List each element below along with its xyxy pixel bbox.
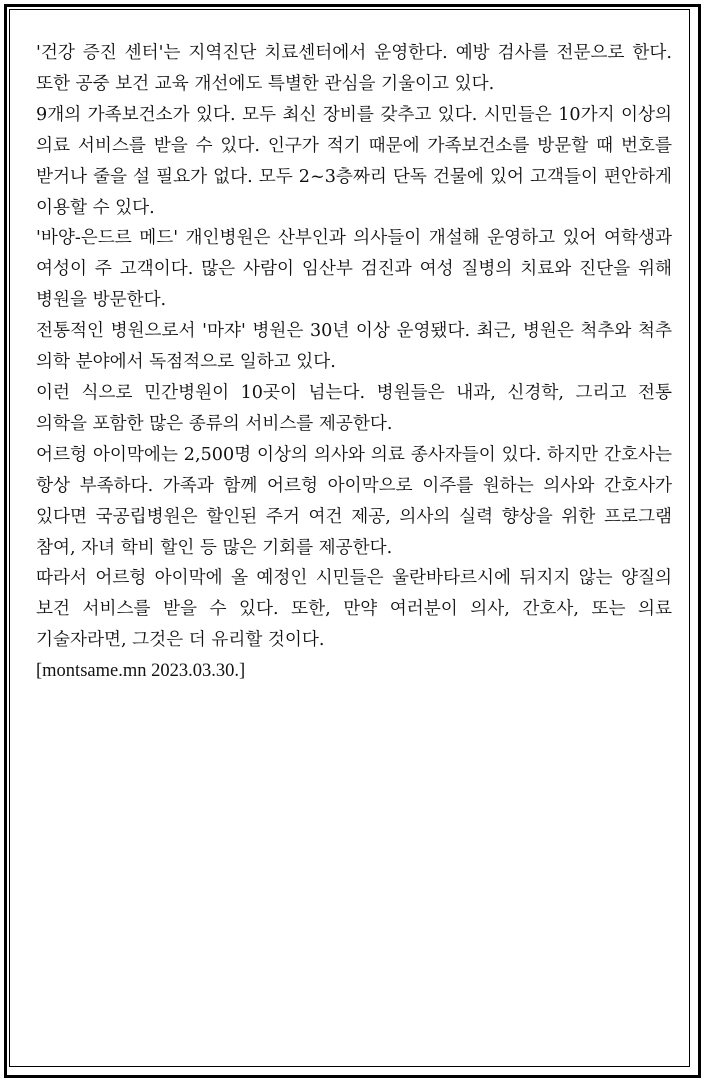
source-citation: [montsame.mn 2023.03.30.] xyxy=(36,661,246,682)
paragraph-conclusion: 따라서 어르헝 아이막에 올 예정인 시민들은 울란바타르시에 뒤지지 않는 양질의 보건 서비스를 받을 수 있다. 또한, 만약 여러분이 의사, 간호사, 또는 의료 기술자라면, 그것은 더 유리할 것이다. xyxy=(36,568,672,651)
article-body xyxy=(36,38,672,687)
paragraph-health-center: '건강 증진 센터'는 지역진단 치료센터에서 운영한다. 예방 검사를 전문으로 한다. 또한 공중 보건 교육 개선에도 특별한 관심을 기울이고 있다. xyxy=(36,43,672,94)
paragraph-private-hospital: '바양-은드르 메드' 개인병원은 산부인과 의사들이 개설해 운영하고 있어 여학생과 여성이 주 고객이다. 많은 사람이 임산부 검진과 여성 질병의 치료와 진단을 위해 병원을 방문한다. xyxy=(36,228,672,311)
paragraph-family-clinics: 9개의 가족보건소가 있다. 모두 최신 장비를 갖추고 있다. 시민들은 10가지 이상의 의료 서비스를 받을 수 있다. 인구가 적기 때문에 가족보건소를 방문할 때 번호를 받거나 줄을 설 필요가 없다. 모두 2~3층짜리 단독 건물에 있어 고객들이 편안하게 이용할 수 있다. xyxy=(36,104,672,218)
paragraph-medical-staff: 어르헝 아이막에는 2,500명 이상의 의사와 의료 종사자들이 있다. 하지만 간호사는 항상 부족하다. 가족과 함께 어르헝 아이막으로 이주를 원하는 의사와 간호사가 있다면 국공립병원은 할인된 주거 여건 제공, 의사의 실력 향상을 위한 프로그램 참여, 자녀 학비 할인 등 많은 기회를 제공한다. xyxy=(36,444,672,558)
paragraph-traditional-hospital: 전통적인 병원으로서 '마쟈' 병원은 30년 이상 운영됐다. 최근, 병원은 척추와 척추 의학 분야에서 독점적으로 일하고 있다. xyxy=(36,321,672,373)
paragraph-private-hospitals-count: 이런 식으로 민간병원이 10곳이 넘는다. 병원들은 내과, 신경학, 그리고 전통 의학을 포함한 많은 종류의 서비스를 제공한다. xyxy=(36,382,672,434)
